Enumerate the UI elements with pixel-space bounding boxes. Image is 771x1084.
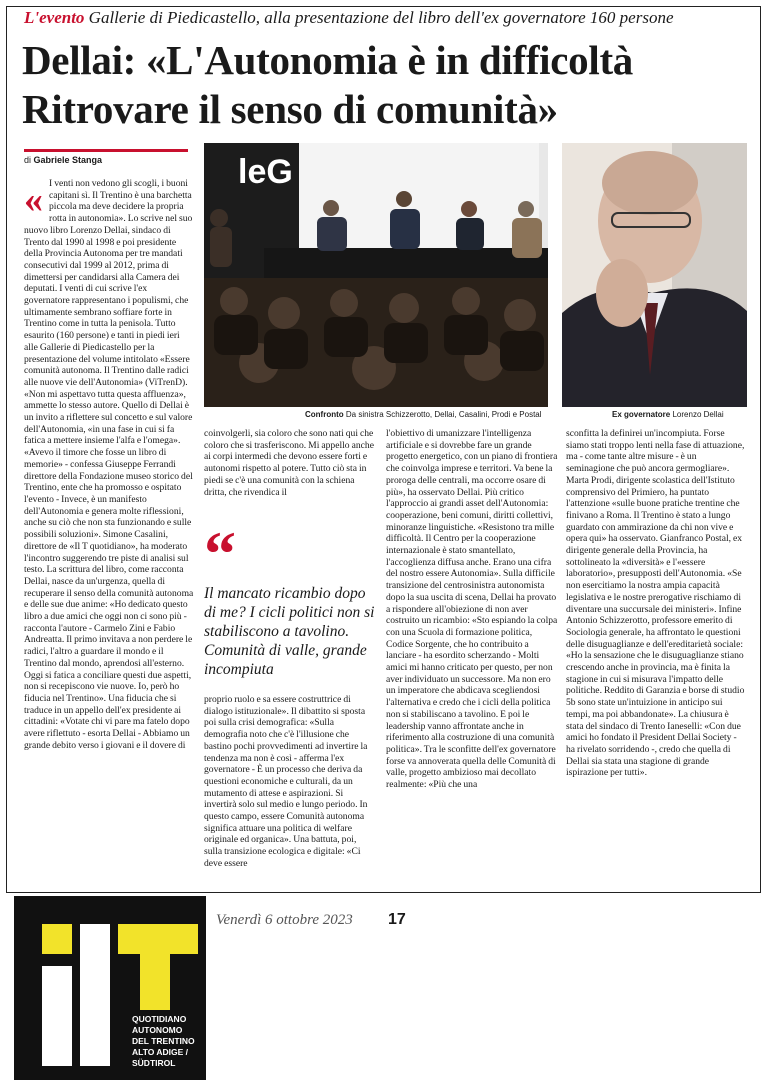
column-2-bottom-text: proprio ruolo e sa essere costruttrice di dialogo istituzionale». Il dibattito si sposta poi sulla crisi demografica: «Sulla demografia noto che c'è l'illusione che bastino pochi provvedimenti ad invertire la tendenza ma non è così - afferma l'ex governatore - È un processo che deriva da questioni economiche e culturali, da un mutamento di attese e aspirazioni. Si invertirà solo sul medio e lungo periodo. In questo campo, essere Comunità autonoma significa attuare una politica di welfare originale ed organica». Una battuta, poi, sulla transizione ecologica e digitale: «Ci deve essere [204,694,368,869]
headline-line-1: Dellai: «L'Autonomia è in difficoltà [22,37,634,83]
newspaper-logo [14,896,206,1080]
event-caption-text: Da sinistra Schizzerotto, Dellai, Casalini, Prodi e Postal [345,410,542,419]
event-photo-drawing [204,143,548,407]
article-column-2-bottom [204,694,376,870]
article-column-3 [386,428,558,791]
sign-text: leG [238,153,293,191]
portrait-caption-text: Lorenzo Dellai [672,410,724,419]
event-photo [204,143,548,407]
article-column-1 [24,178,194,751]
pull-quote-text: Il mancato ricambio dopo di me? I cicli politici non si stabiliscono a tavolino. Comunità di valle, grande incompiuta [204,585,375,678]
portrait-drawing [562,143,747,407]
logo-line-3: DEL TRENTINO [132,1036,195,1046]
event-photo-caption [305,410,542,419]
event-caption-label: Confronto [305,410,344,419]
article-column-4 [566,428,746,779]
portrait-caption-label: Ex governatore [612,410,671,419]
byline-prefix: di [24,155,32,165]
portrait-caption [612,410,724,419]
logo-line-5: SÜDTIROL [132,1058,176,1068]
column-4-text: sconfitta la definirei un'incompiuta. Forse siamo stati troppo lenti nella fase di attuazione, ma - come tante altre misure - è un seminagione che può ancora germogliare». Marta Prodi, dirigente scolastica dell'Istituto comprensivo del Primiero, ha puntato l'attenzione «sulle buone pratiche trentine che finivano a Roma. Il Trentino è stato a lungo guardato con ammirazione da chi non vive e opera qui» ha osservato. Gianfranco Postal, ex dirigente generale della Provincia, ha sottolineato la «diversità» e l'«essere laboratorio», presupposti dell'Autonomia. «Se non esercitiamo la nostra ampia capacità legislativa e le nostre prerogative rischiamo di diventare una succursale dei ministeri». Infine Antonio Schizzerotto, professore emerito di Sociologia generale, ha affrontato le questioni delle disuguaglianze e dell'ereditarietà sociale: «Ho la sensazione che le disuguaglianze stiano crescendo anche in provincia, ma è finita la stagione in cui si misurava l'impatto delle politiche. Reddito di Garanzia e borse di studio 5b sono state un'intuizione in anticipo sui tempi, ma poi abbandonate». La chiusura è stata del sindaco di Trento Ianeselli: «Con due amici ho fondato il President Dellai Society - ha rivelato sorridendo -, credo che quella di Dellai sia stata una stagione di grande ispirazione per tutti». [566,428,745,779]
headline-line-2: Ritrovare il senso di comunità» [22,86,558,132]
portrait-photo [562,143,747,407]
issue-date: Venerdì 6 ottobre 2023 [216,912,353,928]
article-column-2-top [204,428,376,498]
column-3-text: l'obiettivo di umanizzare l'intelligenza artificiale e si dovrebbe fare un grande progetto energetico, con un piano di frontiera che coinvolga imprese e territori. Va bene la proroga delle centrali, ma occorre osare di più», ha osservato Dellai. Più critico l'approccio ai grandi asset dell'Autonomia: cooperazione, beni comuni, diritti collettivi, minoranze linguistiche. «Resistono tra mille difficoltà. Il Centro per la cooperazione internazionale è stato smantellato, l'accoglienza diffusa anche. Erano una cifra del nostro essere Autonomia». Sulla difficile transizione del centrosinistra autonomista dopo la sua uscita di scena, Dellai ha provato a rispondere all'obiezione di non aver costruito un ricambio: «Sto espiando la colpa con una Scuola di formazione politica, Codice Sorgente, che ho contribuito a lanciare - ha esordito scherzando - Molti amici mi hanno criticato per questo, per non aver individuato un successore. Ma non ero un imperatore che abdicava scegliendosi l'alternativa e credo che i cicli della politica non si stabiliscano a tavolino. E poi le leadership vanno affrontate anche in riferimento alla costruzione di una comunità politica». Tra le sconfitte dell'ex governatore forse va annoverata quella delle Comunità di valle, progetto ambizioso mai decollato realmente: «Più che una [386,428,558,791]
logo-line-4: ALTO ADIGE / [132,1047,189,1057]
kicker-text: Gallerie di Piedicastello, alla presentazione del libro dell'ex governatore 160 persone [88,8,674,27]
byline [24,155,102,165]
logo-line-2: AUTONOMO [132,1025,183,1035]
page-number: 17 [388,911,406,928]
kicker [24,8,754,28]
column-1-text: I venti non vedono gli scogli, i buoni capitani sì. Il Trentino è una barchetta piccola ma deve decidere la propria rotta in autonomia». Lo scrive nel suo nuovo libro Lorenzo Dellai, sindaco di Trento dal 1990 al 1998 e poi presidente della Provincia Autonoma per tre mandati consecutivi dal 1999 al 2012, prima di dimettersi per candidarsi alla Camera dei deputati. I venti di cui scrive l'ex governatore rappresentano i populismi, che ultimamente sembrano soffiare forte in Trentino come in tutta la penisola. Tutto esaurito (160 persone) e tanti in piedi ieri alle Gallerie di Piedicastello per la presentazione del volume intitolato «Essere comunità autonoma. Il Trentino dalle radici alle nuove vie dell'Autonomia» (ViTrenD). «Non mi aspettavo tutta questa affluenza», ammette lo stesso autore. Quello di Dellai è un invito a riflettere sul concetto e sul valore dell'Autonomia, «in una fase in cui si fa fatica a mettere insieme l'alfa e l'omega». «Avevo il timore che fosse un libro di memorie» - confessa Giuseppe Ferrandi direttore della Fondazione museo storico del Trentino, ente che ha promosso e ospitato l'evento - Invece, è un manifesto dell'Autonomia e genera molte riflessioni, anche su ciò che non sta funzionando e sulle possibili soluzioni». Simone Casalini, direttore de «Il T quotidiano», ha moderato l'incontro suggerendo tre piste di analisi sul testo. La scrittura del libro, come racconta Dellai, nasce da un'urgenza, quella di recuperare il senso della comunità autonoma e delle sue due anime: «Ho dedicato questo libro a due amici che oggi non ci sono più - racconta l'autore - Carmelo Zini e Fabio Andreatta. Il primo invitava a non perdere le radici, l'altro a guardare il mondo e il Trentino dal mondo, aprendosi all'esterno. Oggi si fatica a conciliare questi due aspetti, non si recepiscono vie nuove. Io, però ho fiducia nel Trentino». Una fiducia che si traduce in un appello dell'ex presidente ai cittadini: «Votate chi vi pare ma fatelo dopo avere riflettuto - esorta Dellai - Abbiamo un grande debito verso i giovani e il dovere di [24,178,194,751]
logo-line-1: QUOTIDIANO [132,1014,187,1024]
pull-quote [204,518,376,679]
logo-drawing [14,896,206,1080]
kicker-tag: L'evento [24,8,85,27]
byline-rule [24,149,188,152]
pull-quote-mark-icon: “ [204,518,236,589]
column-2-top-text: coinvolgerli, sia coloro che sono nati qui che coloro che si trasferiscono. Mi appello anche ai corpi intermedi che devono essere forti e autonomi rispetto al potere. Tutto ciò sta in piedi se c'è una comunità con la schiena dritta, che rivendica il [204,428,374,498]
opening-quote-icon: « [24,179,43,221]
headline [22,36,757,134]
byline-author: Gabriele Stanga [33,155,103,165]
